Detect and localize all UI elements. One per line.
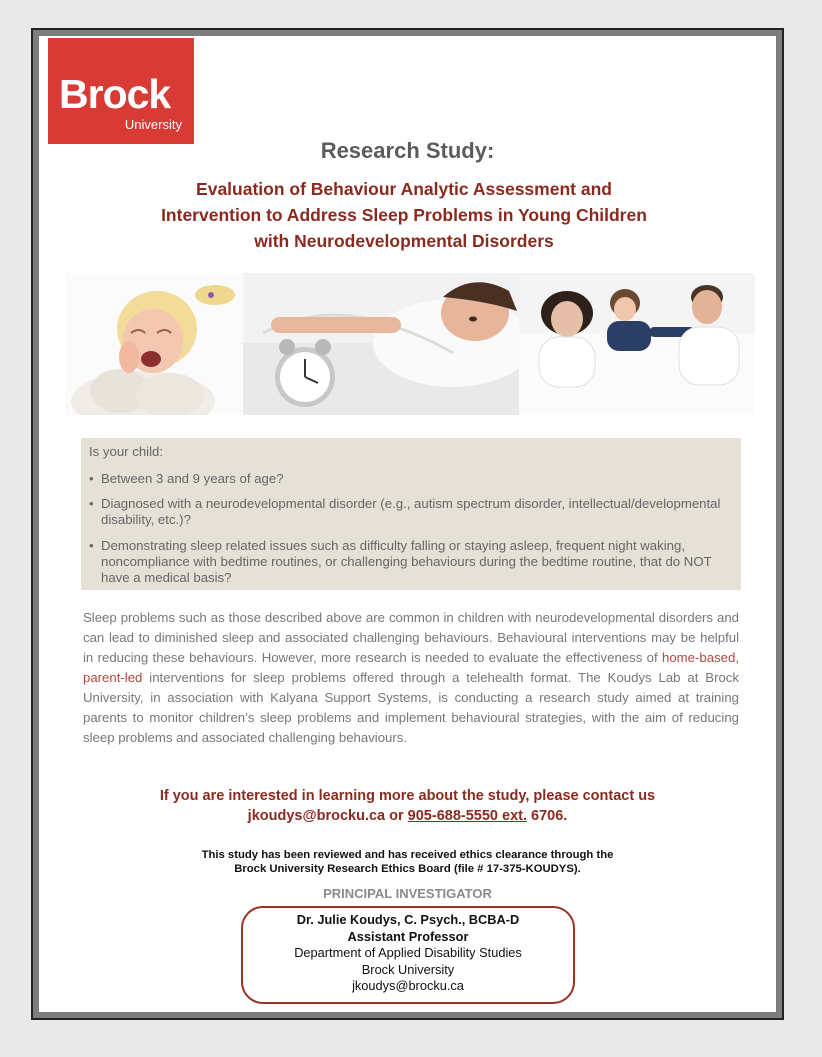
contact-section <box>39 786 776 826</box>
question-item <box>89 471 729 487</box>
question-item <box>89 538 729 586</box>
contact-line: If you are interested in learning more about the study, please contact us <box>159 788 656 804</box>
headline-line-3: with Neurodevelopmental Disorders <box>254 231 554 251</box>
pi-contact-box <box>241 906 575 1004</box>
description-text: Sleep problems such as those described above are common in children with neurodevelopmental disorders and can lead to diminished sleep and associated challenging behaviours. Behavioural interventions may be helpful in reducing these behaviours. However, more research is needed to evaluate the effectiveness of <box>83 610 739 665</box>
pi-name: Dr. Julie Koudys, C. Psych., BCBA-D <box>296 912 520 927</box>
bullet-icon: • <box>89 496 94 511</box>
question-text: Between 3 and 9 years of age? <box>101 471 284 486</box>
study-title: Research Study: <box>320 138 495 163</box>
contact-phone-link[interactable]: 905-688-5550 ext. <box>407 808 527 824</box>
pi-email-link[interactable]: jkoudys@brocku.ca <box>352 978 464 993</box>
ethics-line-1: This study has been reviewed and has received ethics clearance through the <box>201 849 614 861</box>
description-highlight: home-based, parent-led <box>83 650 739 685</box>
question-item <box>89 496 729 528</box>
poster-gray-border <box>33 30 782 1018</box>
crying-child-photo <box>65 273 243 415</box>
contact-or: or <box>385 808 408 824</box>
eligibility-questions-box <box>81 438 741 590</box>
bullet-icon: • <box>89 538 94 553</box>
child-in-bed-with-alarm-clock-photo <box>243 273 519 415</box>
poster-page <box>39 36 776 1012</box>
question-text: Diagnosed with a neurodevelopmental disorder (e.g., autism spectrum disorder, intellectual/developmental disability, etc.)? <box>101 496 721 527</box>
description-text: interventions for sleep problems offered through a telehealth format. The Koudys Lab at Brock University, in association with Kalyana Support Systems, is conducting a research study aimed at training parents to monitor children’s sleep problems and implement behavioural strategies, with the aim of reducing sleep problems and associated challenging behaviours. <box>83 670 739 745</box>
contact-details <box>39 806 776 826</box>
study-description <box>83 608 739 748</box>
headline-line-1: Evaluation of Behaviour Analytic Assessment and <box>196 179 612 199</box>
pi-heading: PRINCIPAL INVESTIGATOR <box>323 886 492 901</box>
pi-role: Assistant Professor <box>347 928 469 944</box>
poster-outer-frame <box>31 28 784 1020</box>
question-text: Demonstrating sleep related issues such as difficulty falling or staying asleep, frequent night waking, noncompliance with bedtime routines, or challenging behaviours during the bedtime routine, that do NOT have a medical basis? <box>101 538 712 585</box>
pi-department: Department of Applied Disability Studies <box>294 945 522 960</box>
contact-extension: 6706. <box>527 808 568 824</box>
ethics-clearance-note <box>39 848 776 876</box>
logo-subtitle: University <box>124 117 182 132</box>
bullet-icon: • <box>89 471 94 486</box>
questions-intro: Is your child: <box>89 444 164 459</box>
headline-line-2: Intervention to Address Sleep Problems in Young Children <box>161 205 647 225</box>
pi-university: Brock University <box>361 961 455 977</box>
study-headline <box>79 176 729 254</box>
family-in-bed-photo <box>519 273 755 415</box>
logo-wordmark: Brock <box>59 71 171 117</box>
brock-university-logo <box>48 38 194 144</box>
ethics-line-2: Brock University Research Ethics Board (file # 17-375-KOUDYS). <box>234 863 581 875</box>
contact-email-link[interactable]: jkoudys@brocku.ca <box>247 808 386 824</box>
